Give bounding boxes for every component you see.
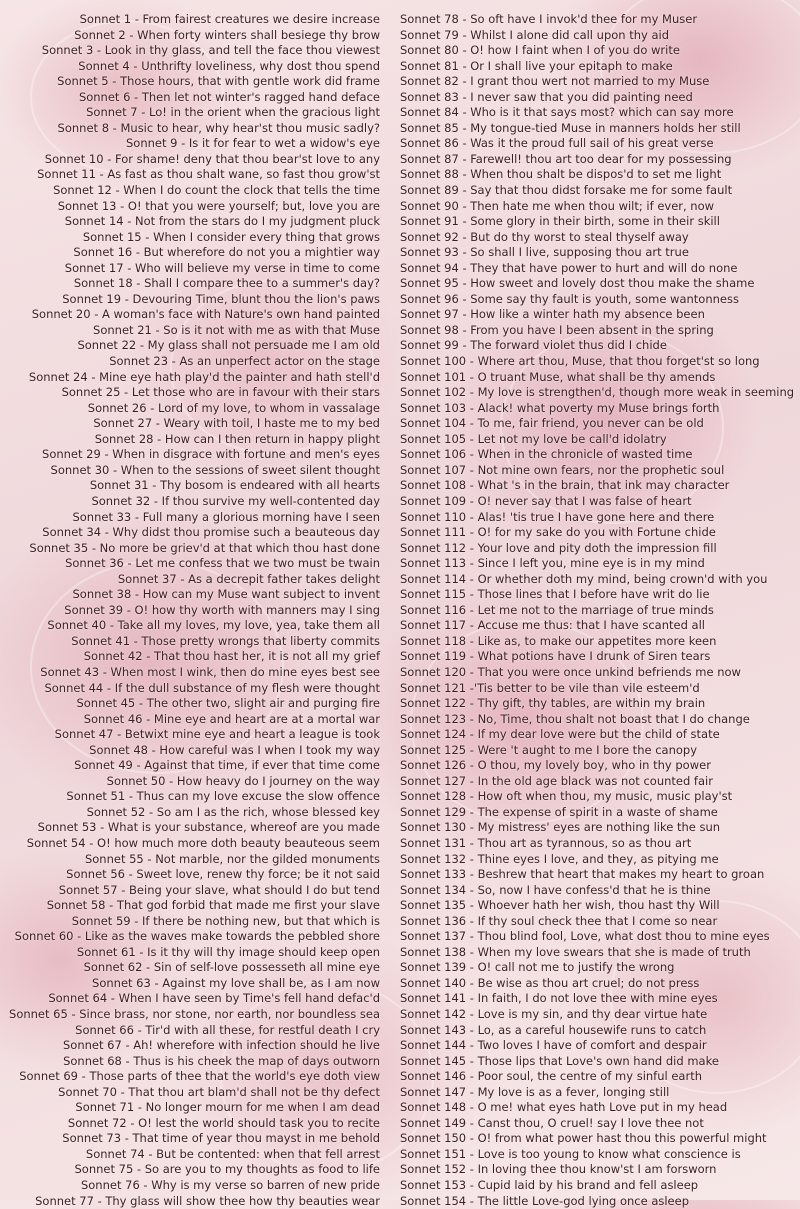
sonnet-entry: Sonnet 6 - Then let not winter's ragged hand deface <box>78 89 380 104</box>
sonnet-entry: Sonnet 123 - No, Time, thou shalt not boast that I do change <box>400 711 750 726</box>
sonnet-entry: Sonnet 80 - O! how I faint when I of you do write <box>400 43 680 58</box>
sonnet-entry: Sonnet 109 - O! never say that I was false of heart <box>400 493 692 508</box>
sonnet-entry: Sonnet 135 - Whoever hath her wish, thou hast thy Will <box>400 898 720 913</box>
sonnet-entry: Sonnet 51 - Thus can my love excuse the slow offence <box>66 789 380 804</box>
sonnet-entry: Sonnet 24 - Mine eye hath play'd the painter and hath stell'd <box>28 369 380 384</box>
sonnet-entry: Sonnet 128 - How oft when thou, my music, music play'st <box>400 789 733 804</box>
sonnet-entry: Sonnet 20 - A woman's face with Nature's own hand painted <box>31 307 380 322</box>
sonnet-entry: Sonnet 146 - Poor soul, the centre of my sinful earth <box>400 1069 703 1084</box>
sonnet-entry: Sonnet 63 - Against my love shall be, as I am now <box>92 975 380 990</box>
sonnet-entry: Sonnet 17 - Who will believe my verse in time to come <box>64 260 380 275</box>
sonnet-entry: Sonnet 85 - My tongue-tied Muse in manners holds her still <box>400 120 741 135</box>
sonnet-entry: Sonnet 87 - Farewell! thou art too dear for my possessing <box>400 151 732 166</box>
sonnet-entry: Sonnet 94 - They that have power to hurt and will do none <box>400 260 738 275</box>
sonnet-entry: Sonnet 65 - Since brass, nor stone, nor earth, nor boundless sea <box>9 1007 380 1021</box>
sonnet-entry: Sonnet 4 - Unthrifty loveliness, why dost thou spend <box>78 58 380 73</box>
sonnet-entry: Sonnet 121 -'Tis better to be vile than vile esteem'd <box>400 680 700 695</box>
sonnet-entry: Sonnet 125 - Were 't aught to me I bore the canopy <box>400 742 698 757</box>
sonnet-entry: Sonnet 7 - Lo! in the orient when the gracious light <box>86 105 380 120</box>
sonnet-entry: Sonnet 49 - Against that time, if ever that time come <box>74 758 380 773</box>
sonnet-entry: Sonnet 102 - My love is strengthen'd, though more weak in seeming <box>400 385 795 400</box>
sonnet-entry: Sonnet 103 - Alack! what poverty my Muse brings forth <box>400 400 720 415</box>
sonnet-entry: Sonnet 112 - Your love and pity doth the impression fill <box>400 540 717 555</box>
sonnet-entry: Sonnet 18 - Shall I compare thee to a summer's day? <box>73 276 380 291</box>
sonnet-entry: Sonnet 9 - Is it for fear to wet a widow's eye <box>125 136 380 151</box>
sonnet-entry: Sonnet 53 - What is your substance, whereof are you made <box>37 820 380 835</box>
sonnet-entry: Sonnet 88 - When thou shalt be dispos'd to set me light <box>400 167 722 182</box>
sonnet-entry: Sonnet 131 - Thou art as tyrannous, so as thou art <box>400 835 692 850</box>
sonnet-entry: Sonnet 150 - O! from what power hast thou this powerful might <box>400 1131 767 1146</box>
sonnet-entry: Sonnet 98 - From you have I been absent in the spring <box>400 322 714 337</box>
sonnet-entry: Sonnet 145 - Those lips that Love's own hand did make <box>400 1053 719 1068</box>
sonnet-entry: Sonnet 26 - Lord of my love, to whom in vassalage <box>87 400 380 415</box>
sonnet-entry: Sonnet 144 - Two loves I have of comfort and despair <box>400 1038 707 1053</box>
sonnet-entry: Sonnet 29 - When in disgrace with fortune and men's eyes <box>42 447 380 462</box>
sonnet-entry: Sonnet 57 - Being your slave, what should I do but tend <box>58 882 380 897</box>
sonnet-entry: Sonnet 134 - So, now I have confess'd that he is thine <box>400 882 711 897</box>
sonnet-entry: Sonnet 43 - When most I wink, then do mine eyes best see <box>40 664 380 679</box>
sonnet-entry: Sonnet 34 - Why didst thou promise such a beauteous day <box>42 525 380 540</box>
sonnet-entry: Sonnet 96 - Some say thy fault is youth, some wantonness <box>400 291 739 306</box>
sonnet-entry: Sonnet 25 - Let those who are in favour with their stars <box>61 385 380 400</box>
sonnet-entry: Sonnet 72 - O! lest the world should task you to recite <box>67 1115 380 1130</box>
sonnet-entry: Sonnet 50 - How heavy do I journey on the way <box>106 773 380 788</box>
sonnet-entry: Sonnet 110 - Alas! 'tis true I have gone here and there <box>400 509 715 524</box>
sonnet-entry: Sonnet 56 - Sweet love, renew thy force; be it not said <box>66 867 380 882</box>
sonnet-entry: Sonnet 71 - No longer mourn for me when I am dead <box>75 1100 380 1115</box>
sonnet-entry: Sonnet 122 - Thy gift, thy tables, are within my brain <box>400 696 706 711</box>
sonnet-entry: Sonnet 147 - My love is as a fever, longing still <box>400 1084 670 1099</box>
sonnet-entry: Sonnet 62 - Sin of self-love possesseth all mine eye <box>83 960 380 975</box>
sonnet-entry: Sonnet 97 - How like a winter hath my absence been <box>400 307 705 322</box>
sonnet-entry: Sonnet 107 - Not mine own fears, nor the prophetic soul <box>400 462 725 477</box>
sonnet-entry: Sonnet 104 - To me, fair friend, you never can be old <box>400 416 704 431</box>
sonnet-entry: Sonnet 42 - That thou hast her, it is not all my grief <box>83 649 380 664</box>
sonnet-entry: Sonnet 74 - But be contented: when that fell arrest <box>85 1146 380 1161</box>
sonnet-entry: Sonnet 52 - So am I as the rich, whose blessed key <box>86 804 380 819</box>
sonnet-entry: Sonnet 15 - When I consider every thing that grows <box>82 229 380 244</box>
sonnet-entry: Sonnet 108 - What 's in the brain, that ink may character <box>400 478 730 493</box>
sonnet-entry: Sonnet 75 - So are you to my thoughts as food to life <box>74 1162 380 1177</box>
sonnet-entry: Sonnet 143 - Lo, as a careful housewife runs to catch <box>400 1022 707 1037</box>
sonnet-entry: Sonnet 47 - Betwixt mine eye and heart a league is took <box>54 727 380 742</box>
sonnet-entry: Sonnet 152 - In loving thee thou know'st I am forsworn <box>400 1162 717 1177</box>
sonnet-list-right <box>400 12 794 1209</box>
sonnet-entry: Sonnet 27 - Weary with toil, I haste me to my bed <box>93 416 380 431</box>
sonnet-entry: Sonnet 130 - My mistress' eyes are nothing like the sun <box>400 820 721 835</box>
sonnet-entry: Sonnet 133 - Beshrew that heart that makes my heart to groan <box>400 867 765 882</box>
sonnet-entry: Sonnet 58 - That god forbid that made me first your slave <box>46 898 380 913</box>
sonnet-entry: Sonnet 66 - Tir'd with all these, for restful death I cry <box>75 1022 380 1037</box>
sonnet-entry: Sonnet 154 - The little Love-god lying once asleep <box>400 1193 690 1208</box>
sonnet-entry: Sonnet 140 - Be wise as thou art cruel; do not press <box>400 975 700 990</box>
sonnet-entry: Sonnet 46 - Mine eye and heart are at a mortal war <box>83 711 380 726</box>
sonnet-entry: Sonnet 37 - As a decrepit father takes delight <box>117 571 380 586</box>
sonnet-entry: Sonnet 2 - When forty winters shall besiege thy brow <box>74 27 380 42</box>
sonnet-entry: Sonnet 69 - Those parts of thee that the world's eye doth view <box>19 1069 380 1084</box>
sonnet-entry: Sonnet 67 - Ah! wherefore with infection should he live <box>63 1038 380 1053</box>
sonnet-entry: Sonnet 116 - Let me not to the marriage of true minds <box>400 602 714 617</box>
sonnet-entry: Sonnet 12 - When I do count the clock that tells the time <box>53 183 380 198</box>
sonnet-entry: Sonnet 48 - How careful was I when I took my way <box>89 742 380 757</box>
sonnet-entry: Sonnet 45 - The other two, slight air and purging fire <box>76 696 380 711</box>
sonnet-entry: Sonnet 90 - Then hate me when thou wilt; if ever, now <box>400 198 715 213</box>
sonnet-entry: Sonnet 91 - Some glory in their birth, some in their skill <box>400 214 720 229</box>
sonnet-entry: Sonnet 44 - If the dull substance of my flesh were thought <box>44 680 380 695</box>
sonnet-entry: Sonnet 149 - Canst thou, O cruel! say I love thee not <box>400 1115 704 1130</box>
sonnet-entry: Sonnet 105 - Let not my love be call'd idolatry <box>400 431 667 446</box>
sonnet-entry: Sonnet 126 - O thou, my lovely boy, who in thy power <box>400 758 711 773</box>
sonnet-entry: Sonnet 33 - Full many a glorious morning have I seen <box>72 509 380 524</box>
sonnet-entry: Sonnet 127 - In the old age black was not counted fair <box>400 773 713 788</box>
sonnet-entry: Sonnet 151 - Love is too young to know what conscience is <box>400 1146 741 1161</box>
sonnet-entry: Sonnet 3 - Look in thy glass, and tell the face thou viewest <box>41 43 380 58</box>
sonnet-entry: Sonnet 77 - Thy glass will show thee how thy beauties wear <box>35 1193 380 1208</box>
sonnet-entry: Sonnet 11 - As fast as thou shalt wane, so fast thou grow'st <box>37 167 380 182</box>
sonnet-entry: Sonnet 137 - Thou blind fool, Love, what dost thou to mine eyes <box>400 929 770 944</box>
sonnet-entry: Sonnet 38 - How can my Muse want subject to invent <box>72 587 380 602</box>
sonnet-entry: Sonnet 120 - That you were once unkind befriends me now <box>400 664 741 679</box>
sonnet-entry: Sonnet 28 - How can I then return in happy plight <box>94 431 380 446</box>
sonnet-entry: Sonnet 117 - Accuse me thus: that I have scanted all <box>400 618 705 633</box>
sonnet-entry: Sonnet 141 - In faith, I do not love thee with mine eyes <box>400 991 718 1006</box>
sonnet-entry: Sonnet 106 - When in the chronicle of wasted time <box>400 447 693 462</box>
sonnet-entry: Sonnet 10 - For shame! deny that thou bear'st love to any <box>44 151 380 166</box>
sonnet-entry: Sonnet 16 - But wherefore do not you a mightier way <box>73 245 380 260</box>
sonnet-entry: Sonnet 118 - Like as, to make our appetites more keen <box>400 633 717 648</box>
sonnet-entry: Sonnet 132 - Thine eyes I love, and they, as pitying me <box>400 851 719 866</box>
sonnet-entry: Sonnet 115 - Those lines that I before have writ do lie <box>400 587 710 602</box>
sonnet-entry: Sonnet 19 - Devouring Time, blunt thou the lion's paws <box>62 291 380 306</box>
sonnet-entry: Sonnet 82 - I grant thou wert not married to my Muse <box>400 74 710 89</box>
sonnet-entry: Sonnet 70 - That thou art blam'd shall not be thy defect <box>58 1084 380 1099</box>
sonnet-entry: Sonnet 36 - Let me confess that we two must be twain <box>65 556 380 571</box>
sonnet-entry: Sonnet 119 - What potions have I drunk of Siren tears <box>400 649 711 664</box>
sonnet-entry: Sonnet 79 - Whilst I alone did call upon thy aid <box>400 27 670 42</box>
sonnet-entry: Sonnet 124 - If my dear love were but the child of state <box>400 727 720 742</box>
sonnet-entry: Sonnet 55 - Not marble, nor the gilded monuments <box>84 851 380 866</box>
sonnet-entry: Sonnet 93 - So shall I live, supposing thou art true <box>400 245 689 260</box>
sonnet-entry: Sonnet 40 - Take all my loves, my love, yea, take them all <box>47 618 380 633</box>
sonnet-entry: Sonnet 59 - If there be nothing new, but that which is <box>71 913 380 928</box>
sonnet-entry: Sonnet 61 - Is it thy will thy image should keep open <box>76 944 380 959</box>
sonnet-entry: Sonnet 148 - O me! what eyes hath Love put in my head <box>400 1100 728 1115</box>
sonnet-entry: Sonnet 41 - Those pretty wrongs that liberty commits <box>71 633 380 648</box>
sonnet-entry: Sonnet 22 - My glass shall not persuade me I am old <box>77 338 380 353</box>
sonnet-entry: Sonnet 136 - If thy soul check thee that I come so near <box>400 913 718 928</box>
sonnet-entry: Sonnet 60 - Like as the waves make towards the pebbled shore <box>14 929 380 944</box>
sonnet-entry: Sonnet 68 - Thus is his cheek the map of days outworn <box>63 1053 380 1068</box>
sonnet-list-left <box>9 12 380 1209</box>
sonnet-entry: Sonnet 114 - Or whether doth my mind, being crown'd with you <box>400 571 768 586</box>
sonnet-entry: Sonnet 1 - From fairest creatures we desire increase <box>79 12 380 26</box>
sonnet-entry: Sonnet 113 - Since I left you, mine eye is in my mind <box>400 556 705 571</box>
sonnet-entry: Sonnet 54 - O! how much more doth beauty beauteous seem <box>26 835 380 850</box>
sonnet-entry: Sonnet 95 - How sweet and lovely dost thou make the shame <box>400 276 755 291</box>
sonnet-entry: Sonnet 32 - If thou survive my well-contented day <box>91 493 380 508</box>
sonnet-entry: Sonnet 129 - The expense of spirit in a waste of shame <box>400 804 718 819</box>
sonnet-entry: Sonnet 100 - Where art thou, Muse, that thou forget'st so long <box>400 354 760 369</box>
sonnet-entry: Sonnet 21 - So is it not with me as with that Muse <box>93 322 380 337</box>
sonnet-entry: Sonnet 111 - O! for my sake do you with Fortune chide <box>400 525 716 540</box>
sonnet-entry: Sonnet 153 - Cupid laid by his brand and fell asleep <box>400 1178 699 1193</box>
sonnet-entry: Sonnet 64 - When I have seen by Time's fell hand defac'd <box>48 991 380 1006</box>
sonnet-entry: Sonnet 73 - That time of year thou mayst in me behold <box>62 1131 380 1146</box>
sonnet-entry: Sonnet 99 - The forward violet thus did I chide <box>400 338 667 353</box>
sonnet-entry: Sonnet 78 - So oft have I invok'd thee for my Muser <box>400 12 698 26</box>
sonnet-entry: Sonnet 13 - O! that you were yourself; but, love you are <box>57 198 380 213</box>
sonnet-entry: Sonnet 139 - O! call not me to justify the wrong <box>400 960 675 975</box>
sonnet-entry: Sonnet 5 - Those hours, that with gentle work did frame <box>57 74 380 89</box>
sonnet-entry: Sonnet 14 - Not from the stars do I my judgment pluck <box>64 214 380 229</box>
sonnet-entry: Sonnet 35 - No more be griev'd at that which thou hast done <box>29 540 380 555</box>
sonnet-entry: Sonnet 81 - Or I shall live your epitaph to make <box>400 58 673 73</box>
sonnet-entry: Sonnet 86 - Was it the proud full sail of his great verse <box>400 136 714 151</box>
sonnet-entry: Sonnet 8 - Music to hear, why hear'st thou music sadly? <box>57 120 380 135</box>
sonnet-entry: Sonnet 30 - When to the sessions of sweet silent thought <box>50 462 380 477</box>
sonnet-entry: Sonnet 138 - When my love swears that she is made of truth <box>400 944 751 959</box>
sonnet-entry: Sonnet 39 - O! how thy worth with manners may I sing <box>64 602 380 617</box>
sonnet-entry: Sonnet 101 - O truant Muse, what shall be thy amends <box>400 369 716 384</box>
sonnet-entry: Sonnet 92 - But do thy worst to steal thyself away <box>400 229 689 244</box>
sonnet-entry: Sonnet 23 - As an unperfect actor on the stage <box>109 354 380 369</box>
sonnet-entry: Sonnet 84 - Who is it that says most? which can say more <box>400 105 734 120</box>
sonnet-entry: Sonnet 31 - Thy bosom is endeared with all hearts <box>89 478 380 493</box>
sonnet-entry: Sonnet 83 - I never saw that you did painting need <box>400 89 693 104</box>
sonnet-entry: Sonnet 142 - Love is my sin, and thy dear virtue hate <box>400 1007 708 1021</box>
sonnet-entry: Sonnet 89 - Say that thou didst forsake me for some fault <box>400 183 733 198</box>
sonnet-entry: Sonnet 76 - Why is my verse so barren of new pride <box>80 1178 380 1193</box>
